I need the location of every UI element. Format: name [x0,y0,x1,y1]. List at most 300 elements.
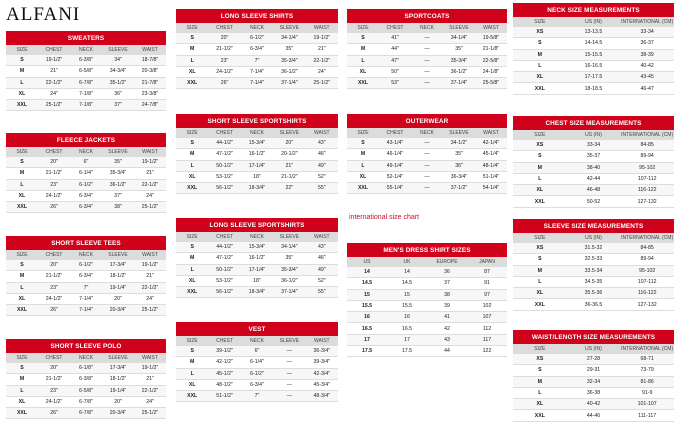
value-cell: 48-1/4" [475,160,507,171]
column-header: SLEEVE [273,336,305,346]
table-row [6,190,166,201]
value-cell: 45-1/4" [475,149,507,160]
table-row [347,346,507,357]
size-cell: 16 [347,312,387,323]
value-cell: 25-1/2" [38,100,70,111]
value-cell: 18" [241,171,273,182]
value-cell: 48-1/2" [208,379,240,390]
value-cell: 6-1/4" [241,357,273,368]
value-cell: 117 [467,334,507,345]
size-cell: M [176,253,208,264]
value-cell: 15 [387,289,427,300]
table-row [513,299,674,310]
value-cell: 17-3/4" [102,363,134,374]
value-cell: 18" [241,275,273,286]
column-header: CHEST [379,128,411,138]
value-cell: 43" [306,242,338,253]
value-cell: 39-1/2" [208,346,240,357]
size-cell: XL [6,396,38,407]
table-row [176,183,338,194]
value-cell: 101-107 [620,399,674,410]
size-cell: XXL [513,299,567,310]
table-row [347,171,507,182]
column-header: NECK [241,128,273,138]
value-cell: 51-1/2" [208,391,240,402]
value-cell: 47-1/2" [208,253,240,264]
table-row [513,387,674,398]
value-cell: 21" [134,271,166,282]
size-cell: 15.5 [347,300,387,311]
value-cell: 37-1/4" [273,78,305,89]
value-cell: 20-3/4" [102,305,134,316]
size-cell: S [513,38,567,49]
value-cell: 16 [387,312,427,323]
value-cell: 21" [306,44,338,55]
table-row [176,33,338,44]
value-cell: 40-42 [567,399,621,410]
value-cell: 68-71 [620,354,674,365]
value-cell: 45-1/2" [208,368,240,379]
size-cell: XS [513,140,567,151]
size-cell: XXL [513,196,567,207]
value-cell: 16-16.5 [567,60,621,71]
size-cell: M [513,265,567,276]
value-cell: 22-1/2" [306,55,338,66]
value-cell: 6-3/4" [241,379,273,390]
table-row [513,410,674,421]
table-row [513,376,674,387]
sweaters-table [6,31,166,111]
value-cell: 20" [102,293,134,304]
value-cell: 6-3/4" [70,190,102,201]
table-title: LONG SLEEVE SHIRTS [176,9,338,23]
size-cell: L [176,160,208,171]
table-row [513,276,674,287]
size-cell: XS [513,27,567,38]
column-header: CHEST [208,23,240,33]
size-cell: S [6,260,38,271]
size-cell: S [6,363,38,374]
table-title: VEST [176,322,338,336]
value-cell: 35" [273,44,305,55]
column-header: WAIST [134,353,166,363]
column-header: UK [387,257,427,267]
table-row [6,179,166,190]
value-cell: 39 [427,300,467,311]
size-cell: XL [6,190,38,201]
size-cell: L [513,276,567,287]
value-cell: 22-1/2" [134,282,166,293]
value-cell: 26" [38,305,70,316]
table-row [6,66,166,77]
table-row [6,77,166,88]
column-header: US (IN) [567,344,621,354]
value-cell: 49" [306,160,338,171]
value-cell: 35-1/2" [102,77,134,88]
sleeve-size-table [513,219,674,311]
size-cell: S [513,365,567,376]
value-cell: 127-132 [620,196,674,207]
column-header: SIZE [6,250,38,260]
size-cell: S [513,151,567,162]
size-cell: M [513,376,567,387]
brand-logo: ALFANI [6,4,81,25]
value-cell: 21-1/2" [38,374,70,385]
value-cell: 21-7/8" [134,77,166,88]
table-row [513,49,674,60]
value-cell: 14-14.5 [567,38,621,49]
dress-shirt-sizes-table [347,243,507,357]
column-header: WAIST [134,147,166,157]
value-cell: 19-1/2" [134,363,166,374]
value-cell: 44-1/2" [208,138,240,149]
value-cell: 15-3/4" [241,138,273,149]
value-cell: 46-1/4" [379,149,411,160]
value-cell: 20" [273,138,305,149]
value-cell: 43-1/4" [379,138,411,149]
fleece-jackets-table [6,133,166,213]
value-cell: 50-1/2" [208,264,240,275]
size-cell: XXL [513,83,567,94]
column-header: SLEEVE [102,45,134,55]
column-header: WAIST [306,232,338,242]
value-cell: 37-1/4" [273,287,305,298]
value-cell: 36" [443,160,475,171]
value-cell: 6-1/8" [70,363,102,374]
value-cell: 38-40 [567,162,621,173]
size-cell: L [347,160,379,171]
value-cell: 95-102 [620,265,674,276]
value-cell: 20" [38,260,70,271]
value-cell: 24-1/2" [208,66,240,77]
value-cell: — [411,183,443,194]
table-row [347,78,507,89]
value-cell: 41 [427,312,467,323]
table-row [513,365,674,376]
value-cell: 44-46 [567,410,621,421]
value-cell: — [411,78,443,89]
table-row [176,253,338,264]
value-cell: 48-3/4" [306,391,338,402]
value-cell: 87 [467,267,507,278]
size-cell: 15 [347,289,387,300]
value-cell: 51-1/4" [475,171,507,182]
table-row [347,55,507,66]
value-cell: 17-3/4" [102,260,134,271]
column-header: SIZE [176,128,208,138]
value-cell: 21-1/2" [208,44,240,55]
value-cell: 35" [443,149,475,160]
value-cell: 50-1/2" [208,160,240,171]
table-row [347,289,507,300]
size-cell: M [513,49,567,60]
value-cell: 7-1/4" [241,66,273,77]
value-cell: 6-3/8" [70,374,102,385]
column-header: WAIST [306,336,338,346]
table-row [513,60,674,71]
value-cell: 102 [467,300,507,311]
value-cell: 46-48 [567,185,621,196]
size-cell: S [176,242,208,253]
value-cell: 50" [379,66,411,77]
column-header: US (IN) [567,233,621,243]
table-row [6,271,166,282]
value-cell: 89-94 [620,151,674,162]
value-cell: 6-1/2" [70,260,102,271]
value-cell: 15-3/4" [241,242,273,253]
value-cell: 24" [134,396,166,407]
value-cell: 17 [387,334,427,345]
size-cell: XL [513,399,567,410]
value-cell: 17-1/4" [241,160,273,171]
value-cell: 49" [306,264,338,275]
value-cell: 47-1/2" [208,149,240,160]
column-header: NECK [70,147,102,157]
value-cell: 21-1/8" [475,44,507,55]
value-cell: 42-1/4" [475,138,507,149]
value-cell: 35" [443,44,475,55]
table-row [176,149,338,160]
size-cell: XL [513,288,567,299]
value-cell: 7-1/8" [70,88,102,99]
value-cell: 24" [38,88,70,99]
value-cell: 37-1/2" [443,183,475,194]
column-header: NECK [241,232,273,242]
table-row [176,171,338,182]
column-header: INTERNATIONAL (CM) [621,19,674,25]
value-cell: 18-7/8" [134,55,166,66]
size-cell: XL [513,185,567,196]
size-cell: XXL [6,100,38,111]
value-cell: 56-1/2" [208,183,240,194]
column-header: SIZE [347,128,379,138]
value-cell: 24" [134,190,166,201]
size-cell: L [176,368,208,379]
value-cell: 20" [102,396,134,407]
value-cell: 18-1/2" [102,374,134,385]
value-cell: 34-1/4" [443,33,475,44]
value-cell: 6-3/4" [241,44,273,55]
value-cell: 31.5-32 [567,243,621,254]
value-cell: 16-1/2" [241,253,273,264]
table-row [6,260,166,271]
column-header: INTERNATIONAL (CM) [621,235,674,241]
size-cell: XXL [176,78,208,89]
column-header: WAIST [475,128,507,138]
value-cell: 18-3/4" [241,287,273,298]
table-title: FLEECE JACKETS [6,133,166,147]
column-header: NECK [241,336,273,346]
value-cell: 25-1/2" [134,408,166,419]
value-cell: 21" [38,66,70,77]
table-row [513,140,674,151]
value-cell: 24-7/8" [134,100,166,111]
size-cell: XL [176,275,208,286]
value-cell: 95-102 [620,162,674,173]
value-cell: 23" [38,385,70,396]
size-cell: XXL [176,183,208,194]
value-cell: 19-1/2" [306,33,338,44]
size-cell: 17.5 [347,346,387,357]
table-row [176,160,338,171]
table-row [513,243,674,254]
column-header: SIZE [513,17,567,27]
size-cell: L [6,385,38,396]
table-row [513,27,674,38]
value-cell: 26" [38,408,70,419]
column-header: CHEST [208,336,240,346]
value-cell: 26" [208,78,240,89]
column-header: SLEEVE [102,250,134,260]
column-header: EUROPE [427,257,467,267]
table-row [6,88,166,99]
value-cell: 34-1/4" [273,33,305,44]
column-header: CHEST [379,23,411,33]
value-cell: 21" [134,168,166,179]
table-row [176,368,338,379]
value-cell: 20-3/4" [102,408,134,419]
size-cell: M [347,44,379,55]
value-cell: 6" [70,157,102,168]
table-row [347,149,507,160]
value-cell: 20" [38,363,70,374]
value-cell: 32-34 [567,376,621,387]
table-row [6,396,166,407]
value-cell: 23" [38,282,70,293]
value-cell: — [273,391,305,402]
long-sleeve-sportshirts-table [176,218,338,298]
table-row [176,275,338,286]
value-cell: 17-17.5 [567,72,621,83]
value-cell: 7" [241,391,273,402]
column-header: WAIST [134,250,166,260]
column-header: SIZE [513,344,567,354]
value-cell: 21" [273,160,305,171]
value-cell: 36-1/2" [273,275,305,286]
size-cell: L [6,77,38,88]
value-cell: 29-31 [567,365,621,376]
value-cell: 43 [427,334,467,345]
value-cell: 17.5 [387,346,427,357]
table-row [176,242,338,253]
column-header: NECK [411,128,443,138]
value-cell: — [273,346,305,357]
table-row [513,72,674,83]
value-cell: 25-1/2" [134,305,166,316]
size-cell: L [6,282,38,293]
value-cell: 44" [379,44,411,55]
table-row [6,168,166,179]
value-cell: 112 [467,323,507,334]
column-header: SIZE [6,353,38,363]
value-cell: — [273,357,305,368]
size-cell: L [6,179,38,190]
table-row [347,44,507,55]
value-cell: 36-3/4" [306,346,338,357]
value-cell: 18-3/4" [241,183,273,194]
value-cell: 34-3/4" [102,66,134,77]
column-header: CHEST [38,250,70,260]
column-header: SIZE [176,336,208,346]
column-header: NECK [411,23,443,33]
value-cell: 84-85 [620,243,674,254]
column-header: CHEST [208,128,240,138]
value-cell: — [411,149,443,160]
value-cell: 50-52 [567,196,621,207]
size-cell: S [347,138,379,149]
value-cell: 23" [208,55,240,66]
value-cell: 37 [427,278,467,289]
value-cell: — [411,55,443,66]
value-cell: 34.5-35 [567,276,621,287]
table-row [513,288,674,299]
size-cell: 17 [347,334,387,345]
value-cell: 52" [306,275,338,286]
long-sleeve-shirts-table [176,9,338,89]
size-cell: M [347,149,379,160]
value-cell: 91-9 [620,387,674,398]
value-cell: 34-1/4" [273,242,305,253]
value-cell: 36-3/4" [443,171,475,182]
column-header: SLEEVE [273,23,305,33]
value-cell: 38 [427,289,467,300]
table-row [176,346,338,357]
value-cell: 33-34 [620,27,674,38]
value-cell: 41" [379,33,411,44]
size-cell: XXL [176,287,208,298]
column-header: NECK [70,353,102,363]
table-row [6,202,166,213]
table-row [6,305,166,316]
size-cell: XL [176,379,208,390]
value-cell: 37" [102,190,134,201]
sportcoats-table [347,9,507,89]
size-cell: M [176,149,208,160]
value-cell: 56-1/2" [208,287,240,298]
column-header: SIZE [176,23,208,33]
table-row [176,379,338,390]
column-header: SIZE [176,232,208,242]
size-cell: S [6,157,38,168]
size-cell: S [176,346,208,357]
value-cell: 6-1/2" [70,179,102,190]
table-title: SHORT SLEEVE POLO [6,339,166,353]
table-row [176,391,338,402]
value-cell: 46" [306,253,338,264]
size-cell: M [6,168,38,179]
value-cell: 36-38 [567,387,621,398]
table-row [347,160,507,171]
value-cell: 35" [102,157,134,168]
value-cell: 21" [134,374,166,385]
value-cell: 7" [70,282,102,293]
size-cell: XS [513,243,567,254]
size-cell: XXL [176,391,208,402]
value-cell: 52" [306,171,338,182]
size-cell: L [513,387,567,398]
value-cell: 122 [467,346,507,357]
value-cell: 43-45 [620,72,674,83]
size-cell: 16.5 [347,323,387,334]
table-row [347,66,507,77]
table-row [513,254,674,265]
value-cell: 15-15.5 [567,49,621,60]
value-cell: 24-1/8" [475,66,507,77]
column-header: SLEEVE [102,147,134,157]
value-cell: 6-3/4" [70,202,102,213]
value-cell: — [411,33,443,44]
table-row [6,363,166,374]
